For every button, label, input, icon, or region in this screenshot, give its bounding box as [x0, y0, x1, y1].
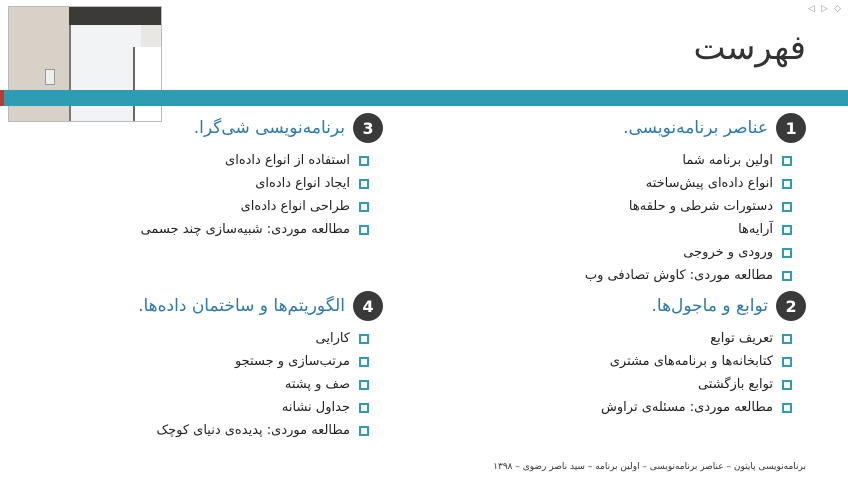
case-study-item: مطالعه موردی: کاوش تصادفی وب [585, 264, 792, 287]
slide-nav-controls [807, 4, 842, 14]
list-item: دستورات شرطی و حلقه‌ها [585, 195, 792, 218]
webcam-whiteboard [69, 25, 141, 121]
section-title: برنامه‌نویسی شی‌گرا. [193, 118, 345, 138]
list-item: ایجاد انواع داده‌ای [141, 172, 369, 195]
slide-marker [0, 90, 4, 106]
bullet-icon [359, 156, 369, 166]
bullet-icon [782, 202, 792, 212]
bullet-icon [782, 225, 792, 235]
bullet-icon [359, 426, 369, 436]
list-item: ورودی و خروجی [585, 241, 792, 264]
case-study-item: مطالعه موردی: مسئله‌ی تراوش [601, 396, 792, 419]
case-study-item: مطالعه موردی: شبیه‌سازی چند جسمی [141, 218, 369, 241]
list-item: جداول نشانه [138, 396, 369, 419]
bullet-icon [359, 225, 369, 235]
webcam-dark-area [69, 7, 162, 25]
bullet-icon [782, 248, 792, 258]
list-item: کتابخانه‌ها و برنامه‌های مشتری [601, 350, 792, 373]
list-item: صف و پشته [138, 373, 369, 396]
header-bar [0, 90, 848, 106]
webcam-light-switch [45, 69, 55, 85]
bullet-icon [359, 179, 369, 189]
bullet-icon [782, 271, 792, 281]
section-3 [141, 113, 383, 241]
webcam-projector-screen [133, 47, 162, 121]
list-item: آرایه‌ها [585, 218, 792, 241]
bullet-icon [359, 334, 369, 344]
list-item: استفاده از انواع داده‌ای [141, 149, 369, 172]
section-title: عناصر برنامه‌نویسی. [623, 118, 768, 138]
bullet-icon [782, 403, 792, 413]
section-number-badge: 4 [353, 291, 383, 321]
bullet-icon [782, 156, 792, 166]
bullet-icon [359, 357, 369, 367]
prev-icon[interactable]: ◁ [808, 4, 815, 14]
bullet-icon [359, 403, 369, 413]
section-2 [601, 291, 806, 419]
bullet-icon [359, 380, 369, 390]
section-1 [585, 113, 806, 287]
section-number-badge: 1 [776, 113, 806, 143]
section-4 [138, 291, 383, 442]
list-item: اولین برنامه شما [585, 149, 792, 172]
list-item: کارایی [138, 327, 369, 350]
section-title: الگوریتم‌ها و ساختمان داده‌ها. [138, 296, 345, 316]
section-title: توابع و ماجول‌ها. [651, 296, 768, 316]
section-number-badge: 3 [353, 113, 383, 143]
slide-footer: برنامه‌نویسی پایتون – عناصر برنامه‌نویسی – اولین برنامه – سید ناصر رضوی – ۱۳۹۸ [493, 462, 806, 472]
section-number-badge: 2 [776, 291, 806, 321]
menu-icon[interactable]: ◇ [834, 4, 841, 14]
bullet-icon [782, 357, 792, 367]
list-item: انواع داده‌ای پیش‌ساخته [585, 172, 792, 195]
list-item: طراحی انواع داده‌ای [141, 195, 369, 218]
page-title: فهرست [693, 28, 806, 68]
list-item: مرتب‌سازی و جستجو [138, 350, 369, 373]
list-item: توابع بازگشتی [601, 373, 792, 396]
bullet-icon [782, 334, 792, 344]
bullet-icon [359, 202, 369, 212]
case-study-item: مطالعه موردی: پدیده‌ی دنیای کوچک [138, 419, 369, 442]
bullet-icon [782, 179, 792, 189]
next-icon[interactable]: ▷ [821, 4, 828, 14]
bullet-icon [782, 380, 792, 390]
list-item: تعریف توابع [601, 327, 792, 350]
